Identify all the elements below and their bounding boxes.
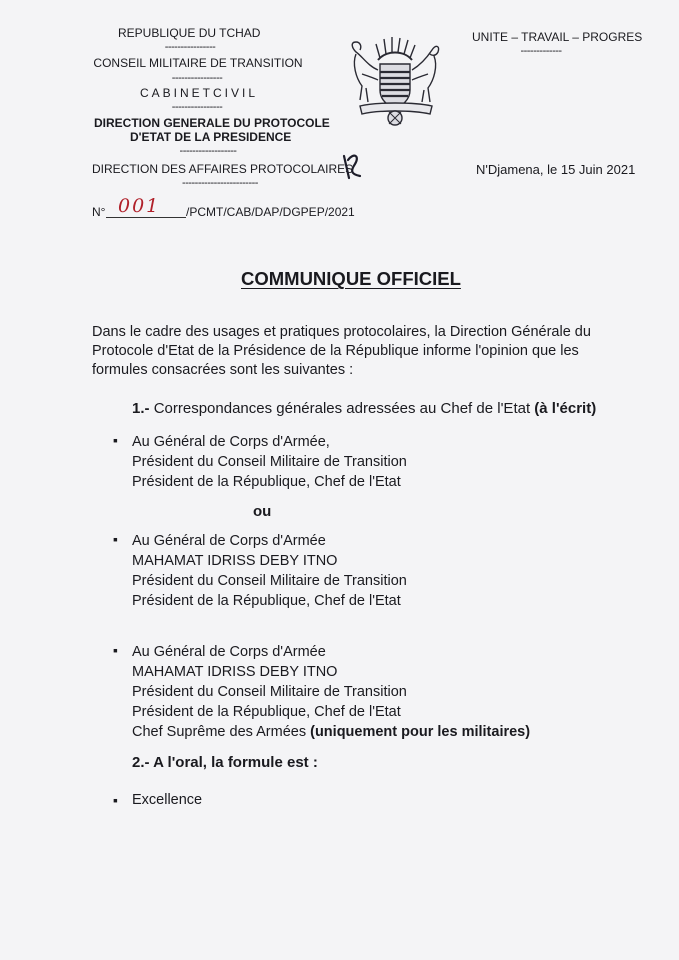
- formula-1-line-1: Au Général de Corps d'Armée,: [132, 434, 330, 450]
- reference-suffix: /PCMT/CAB/DAP/DGPEP/2021: [186, 205, 355, 219]
- direction-line-1: DIRECTION GENERALE DU PROTOCOLE: [94, 116, 330, 130]
- formula-1: [132, 432, 407, 492]
- separator: ------------------: [179, 145, 237, 157]
- separator: ----------------: [171, 72, 223, 84]
- bullet-icon: ▪: [113, 642, 118, 658]
- intro-line-1: Dans le cadre des usages et pratiques protocolaires, la Direction Générale du: [92, 324, 591, 340]
- formula-2-line-3: Président du Conseil Militaire de Transition: [132, 573, 407, 589]
- bullet-icon: ▪: [113, 792, 118, 808]
- direction-line-2: D'ETAT DE LA PRESIDENCE: [130, 130, 292, 144]
- formula-3-line-5-emphasis: (uniquement pour les militaires): [310, 724, 531, 740]
- separator: -------------: [520, 45, 562, 57]
- formula-2-line-4: Président de la République, Chef de l'Etat: [132, 593, 401, 609]
- council-label: CONSEIL MILITAIRE DE TRANSITION: [93, 56, 303, 70]
- bullet-icon: ▪: [113, 531, 118, 547]
- formula-3-line-5: [132, 722, 530, 742]
- formula-3-line-2: MAHAMAT IDRISS DEBY ITNO: [132, 664, 338, 680]
- formula-2-line-1: Au Général de Corps d'Armée: [132, 533, 326, 549]
- section-1-number: 1.-: [132, 400, 150, 417]
- formula-3-line-4: Président de la République, Chef de l'Etat: [132, 704, 401, 720]
- intro-line-2: Protocole d'Etat de la Présidence de la République informe l'opinion que les: [92, 343, 579, 359]
- republic-label: REPUBLIQUE DU TCHAD: [118, 26, 261, 40]
- section-1-emphasis: (à l'écrit): [534, 400, 597, 417]
- formula-2-line-2: MAHAMAT IDRISS DEBY ITNO: [132, 553, 338, 569]
- affairs-label: DIRECTION DES AFFAIRES PROTOCOLAIRES: [92, 162, 354, 176]
- oral-formula-item: Excellence: [132, 792, 203, 808]
- or-separator: ou: [253, 503, 272, 520]
- separator: ------------------------: [182, 177, 258, 189]
- formula-1-line-2: Président du Conseil Militaire de Transition: [132, 454, 407, 470]
- formula-2: [132, 531, 407, 611]
- reference-prefix: N°: [92, 205, 106, 219]
- document-title: COMMUNIQUE OFFICIEL: [241, 268, 461, 289]
- section-2-heading: 2.- A l'oral, la formule est :: [132, 754, 318, 771]
- intro-line-3: formules consacrées sont les suivantes :: [92, 362, 354, 378]
- motto-label: UNITE – TRAVAIL – PROGRES: [472, 30, 643, 44]
- reference-underline: [106, 217, 186, 218]
- separator: ----------------: [171, 101, 223, 113]
- formula-3-line-1: Au Général de Corps d'Armée: [132, 644, 326, 660]
- formula-3-line-3: Président du Conseil Militaire de Transition: [132, 684, 407, 700]
- section-1-heading: [132, 400, 596, 417]
- formula-3-line-5-text: Chef Suprême des Armées: [132, 724, 307, 740]
- reference-number-handwritten: 001: [118, 195, 161, 217]
- coat-of-arms-emblem: [342, 34, 448, 130]
- cabinet-label: CABINETCIVIL: [139, 86, 259, 100]
- formula-3: [132, 642, 530, 742]
- formula-1-line-3: Président de la République, Chef de l'Etat: [132, 474, 401, 490]
- section-1-text: Correspondances générales adressées au Chef de l'Etat: [153, 400, 531, 417]
- place-and-date: N'Djamena, le 15 Juin 2021: [476, 162, 636, 177]
- separator: ----------------: [164, 41, 216, 53]
- bullet-icon: ▪: [113, 432, 118, 448]
- handwritten-mark: [340, 150, 364, 184]
